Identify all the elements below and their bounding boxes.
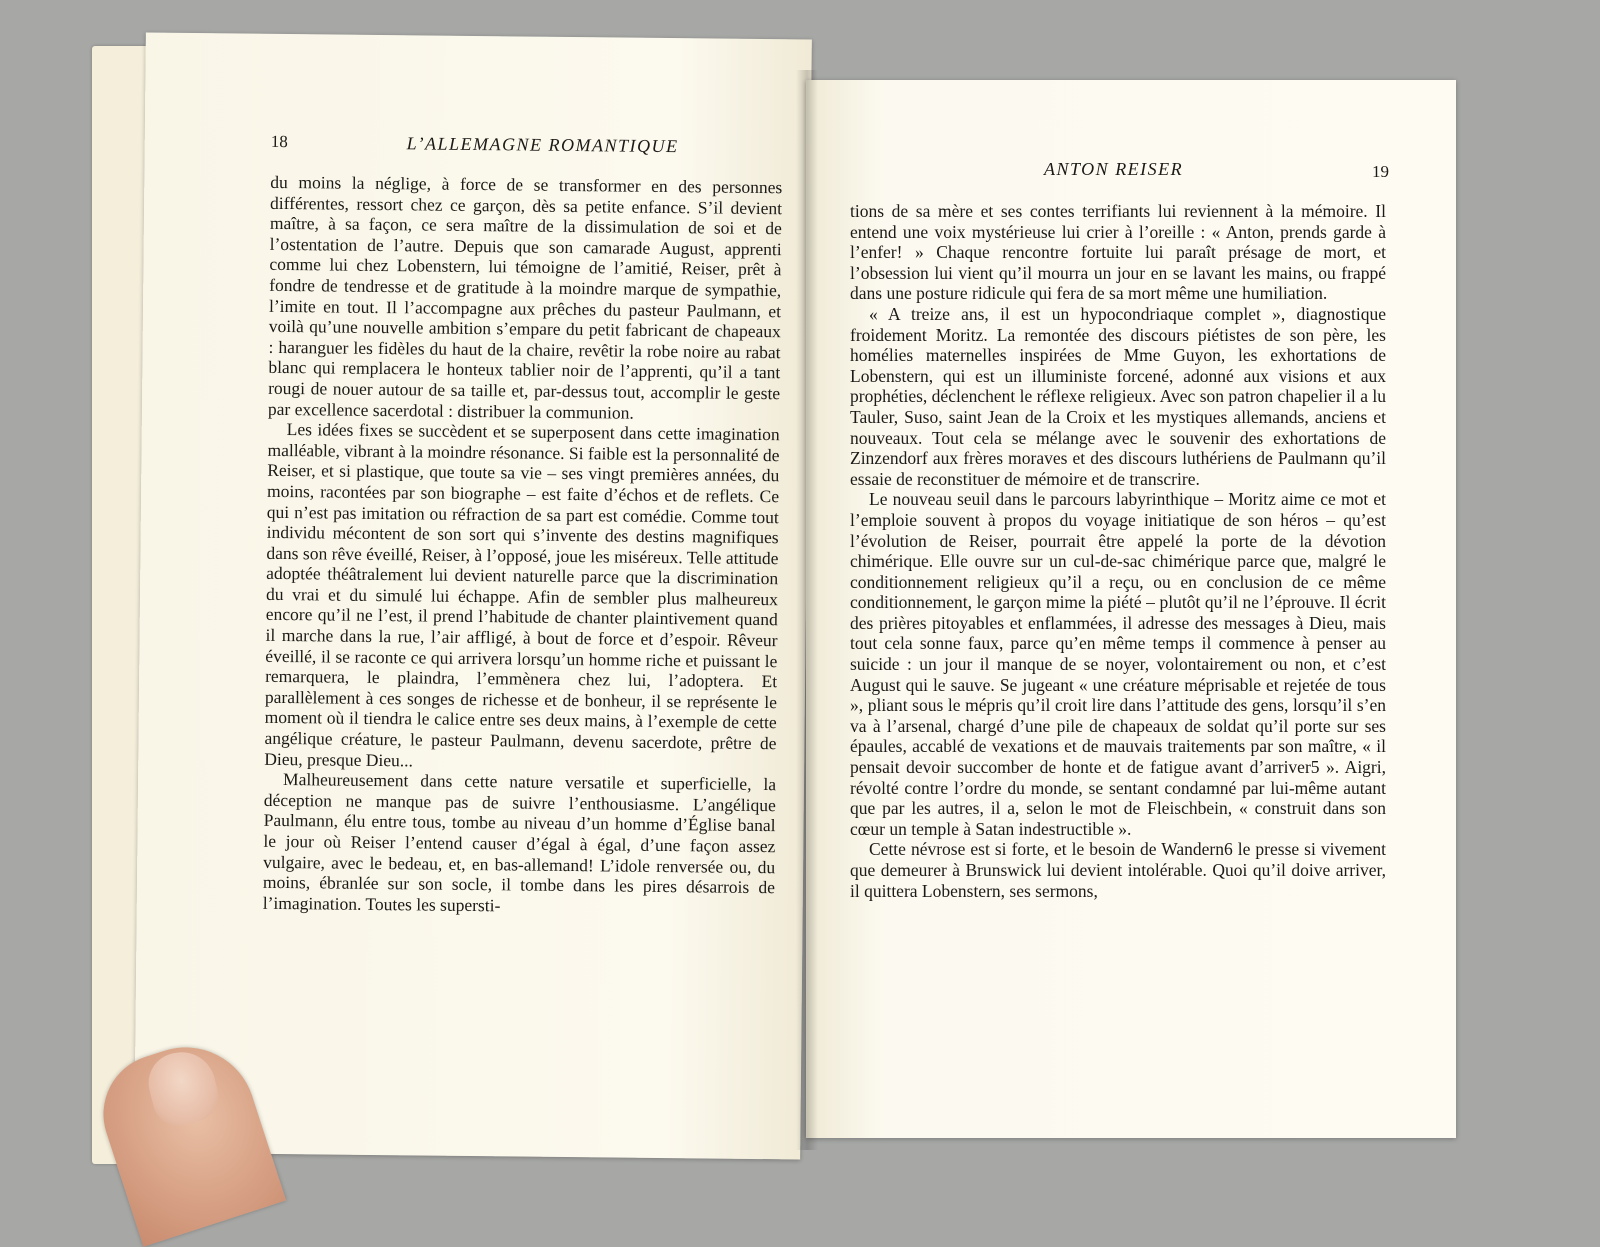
right-running-head: ANTON REISER: [1044, 159, 1184, 179]
book-gutter-shadow: [796, 70, 818, 1150]
right-paragraph-1: tions de sa mère et ses contes terrifiants lui reviennent à la mémoire. Il entend une voix mystérieuse lui crier à l’oreille : « Anton, prends garde à l’enfer! » Chaque rencontre fortuite lui paraît présage de mort, et l’obsession lui vient qu’il mourra un jour en se lavant les mains, ou frappé dans une posture ridicule qui fera de sa mort même une humiliation.: [850, 201, 1386, 304]
left-page: [134, 33, 812, 1160]
left-paragraph-3: Malheureusement dans cette nature versatile et superficielle, la déception ne manque pas de suivre l’enthousiasme. L’angélique Paulmann, élu entre tous, tombe au niveau d’un homme d’Église banal le jour où Reiser l’entend causer d’égal à égal, d’une façon assez vulgaire, avec le bedeau, et, en bas-allemand! L’idole renversée ou, du moins, ébranlée sur son socle, il tombe dans les pires désarrois de l’imagination. Toutes les supersti-: [262, 769, 777, 916]
left-paragraph-2: Les idées fixes se succèdent et se superposent dans cette imagination malléable, vibrant à la moindre résonance. Si faible est la personnalité de Reiser, et si plastique, que toute sa vie – ses vingt premières années, du moins, racontées par son biographe – est faite d’échos et de reflets. Ce qui n’est pas imitation ou réfraction de sa part est comédie. Comme tout individu mécontent de son sort qui s’invente des destins magnifiques dans son rêve éveillé, Reiser, à l’opposé, joue les miséreux. Telle attitude adoptée théâtralement lui devient naturelle parce que la discrimination du vrai et du simulé lui échappe. Afin de sembler plus malheureux encore qu’il ne l’est, il prend l’habitude de chanter plaintivement quand il marche dans la rue, l’air affligé, à bout de force et d’espoir. Rêveur éveillé, il se raconte ce qui arrivera lorsqu’un homme riche et puissant le remarquera, le plaindra, l’emmènera chez lui, l’adoptera. Et parallèlement à ces songes de richesse et de bonheur, il se représente le moment où il tiendra le calice entre ses deux mains, à l’exemple de cette angélique créature, le pasteur Paulmann, devenu sacerdote, prêtre de Dieu, presque Dieu...: [264, 419, 780, 771]
right-paragraph-4: Cette névrose est si forte, et le besoin de Wandern6 le presse si vivement que demeurer à Brunswick lui devient intolérable. Quoi qu’il doive arriver, il quittera Lobenstern, ses sermons,: [850, 839, 1386, 901]
right-page-body: [850, 201, 1386, 901]
right-paragraph-2: « A treize ans, il est un hypocondriaque complet », diagnostique froidement Moritz. La remontée des discours piétistes de son père, les homélies maternelles inspirées de Mme Guyon, les exhortations de Lobenstern, qui est un illuministe forcené, adonné aux visions et aux prophéties, déclenchent le réflexe religieux. Avec son patron chapelier il a lu Tauler, Suso, saint Jean de la Croix et les mystiques allemands, anciens et nouveaux. Tout cela se mélange avec le souvenir des exhortations de Zinzendorf aux frères moraves et des discours luthériens de Paulmann qu’il essaie de reconstituer de mémoire et de transcrire.: [850, 303, 1386, 489]
left-running-head: L’ALLEMAGNE ROMANTIQUE: [406, 133, 679, 157]
left-paragraph-1: du moins la néglige, à force de se transformer en des personnes différentes, ressort chez ce garçon, dès sa petite enfance. S’il devient maître, à sa façon, ce sera maître de la dissimulation de soi et de l’ostentation de l’autre. Depuis que son camarade August, apprenti comme lui chez Lobenstern, lui témoigne de l’amitié, Reiser, prêt à fondre de tendresse et de gratitude à la moindre marque de sympathie, l’imite en tout. Il l’accompagne aux prêches du pasteur Paulmann, et voilà qu’une nouvelle ambition s’empare du petit fabricant de chapeaux : haranguer les fidèles du haut de la chaire, revêtir la robe noire au rabat blanc qui remplacera le honteux tablier noir de l’apprenti, qu’il a tant rougi de nouer autour de sa taille et, par-dessus tout, accomplir le geste par excellence sacerdotal : distribuer la communion.: [267, 171, 783, 423]
right-page-number: 19: [1372, 162, 1389, 181]
right-paragraph-3: Le nouveau seuil dans le parcours labyrinthique – Moritz aime ce mot et l’emploie souvent à propos du voyage initiatique de son héros – qu’est l’évolution de Reiser, pourrait être appelé la porte de la dévotion chimérique. Elle ouvre sur un cul-de-sac chimérique parce que, malgré le conditionnement religieux qu’il a reçu, ou en conclusion de ce même conditionnement, le garçon mime la piété – plutôt qu’il ne l’éprouve. Il écrit des prières pitoyables et enflammées, il adresse des messages à Dieu, mais tout cela sonne faux, parce qu’en même temps il commence à penser au suicide : un jour il manque de se noyer, volontairement ou non, et c’est August qui le sauve. Se jugeant « une créature méprisable et rejetée de tous », pliant sous le mépris qu’il croit lire dans l’attitude des gens, lorsqu’il s’en va à l’arsenal, chargé d’une pile de chapeaux de soldat qu’il porte sur ses épaules, accablé de vexations et de mauvais traitements par son maître, « il pensait devoir succomber de honte et de fatigue avant d’arriver5 ». Aigri, révolté contre l’ordre du monde, se sentant condamné par lui-même autant que par les autres, il a, selon le mot de Fleischbein, « construit dans son cœur un temple à Satan indestructible ».: [850, 489, 1386, 839]
left-page-body: [263, 172, 783, 919]
right-page: [806, 80, 1456, 1138]
left-page-number: 18: [270, 131, 288, 152]
